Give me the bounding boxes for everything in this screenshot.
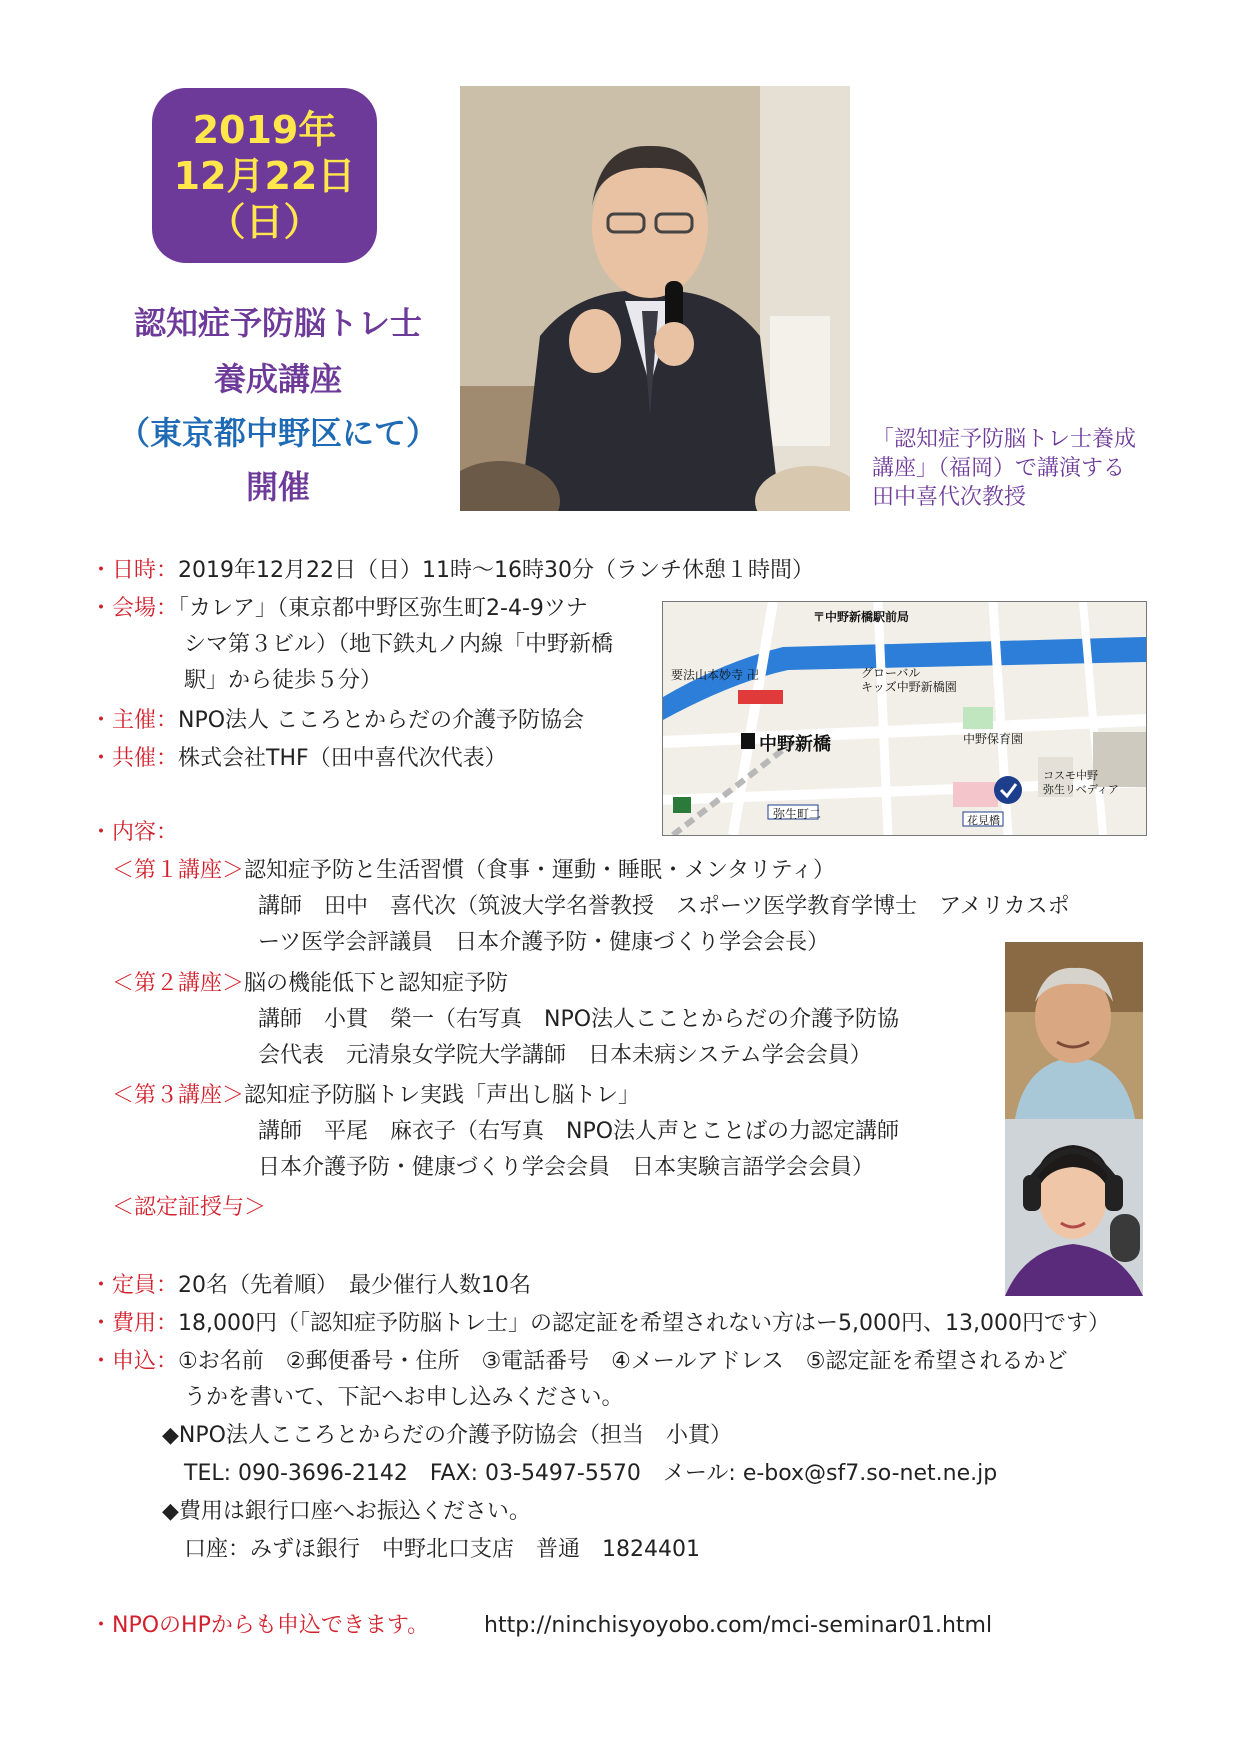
lecturer2-portrait (1005, 942, 1143, 1119)
certificate-label: ＜認定証授与＞ (112, 1195, 267, 1220)
web-url-link[interactable]: http://ninchisyoyobo.com/mci-seminar01.html (484, 1613, 993, 1638)
fee-label: ・費用： (90, 1311, 179, 1336)
headline-line2: 養成講座 (213, 360, 342, 398)
web-row (90, 1608, 429, 1644)
headline-line4: 開催 (245, 468, 310, 506)
datetime-value: 2019年12月22日（日）11時～16時30分（ランチ休憩１時間） (178, 558, 814, 583)
capacity-row (90, 1268, 531, 1304)
cohost-row (90, 741, 507, 777)
apply-line2: うかを書いて、下記へお申し込みください。 (184, 1385, 624, 1410)
host-label: ・主催： (90, 708, 179, 733)
lecture1-row (112, 853, 835, 889)
venue-line2: シマ第３ビル）（地下鉄丸ノ内線「中野新橋 (184, 632, 614, 657)
capacity-value: 20名（先着順） 最少催行人数10名 (178, 1273, 532, 1298)
lecturer3-portrait (1005, 1119, 1143, 1296)
apply-org: ◆NPO法人こころとからだの介護予防協会（担当 小貫） (162, 1423, 732, 1448)
map-global: グローバル (861, 666, 921, 680)
map-temple: 要法山本妙寺 卍 (671, 668, 759, 682)
map-cosmo2: 弥生リベディア (1043, 783, 1119, 796)
datetime-row (90, 553, 814, 589)
apply-line1: ①お名前 ②郵便番号・住所 ③電話番号 ④メールアドレス ⑤認定証を希望されるかど (178, 1349, 1068, 1374)
badge-year: 2019年 (192, 107, 337, 152)
lecture1-lecturer-line1: 講師 田中 喜代次（筑波大学名誉教授 スポーツ医学教育学博士 アメリカスポ (258, 894, 1070, 919)
speaker-photo (460, 86, 850, 511)
apply-contact: TEL: 090-3696-2142 FAX: 03-5497-5570 メール: e-box@sf7.so-net.ne.jp (184, 1461, 998, 1486)
lecture3-row (112, 1078, 640, 1114)
lecture1-label: ＜第１講座＞ (112, 858, 245, 883)
map-station: 中野新橋 (759, 734, 831, 755)
lecture1-title: 認知症予防と生活習慣（食事・運動・睡眠・メンタリティ） (244, 858, 835, 883)
caption-line2: 講座」（福岡）で講演する (872, 456, 1126, 481)
cohost-label: ・共催： (90, 746, 179, 771)
bank-note: ◆費用は銀行口座へお振込ください。 (162, 1499, 531, 1524)
lecture2-lecturer-line1: 講師 小貫 榮一（右写真 NPO法人こことからだの介護予防協 (258, 1007, 900, 1032)
map-yayoi: 弥生町二 (773, 807, 822, 821)
map-post-office: 〒中野新橋駅前局 (813, 610, 910, 624)
datetime-label: ・日時： (90, 558, 179, 583)
badge-day: （日） (207, 199, 322, 244)
headline-line3: （東京都中野区にて） (117, 414, 438, 452)
apply-label: ・申込： (90, 1349, 179, 1374)
map-hanami: 花見橋 (967, 814, 1000, 827)
fee-row (90, 1306, 1110, 1342)
host-row (90, 703, 584, 739)
lecture3-lecturer-line1: 講師 平尾 麻衣子（右写真 NPO法人声とことばの力認定講師 (258, 1119, 900, 1144)
fee-value: 18,000円（「認知症予防脳トレ士」の認定証を希望されない方はー5,000円、13,000円です） (178, 1311, 1110, 1336)
venue-line1: 「カレア」（東京都中野区弥生町2-4-9ツナ (178, 596, 588, 621)
cohost-value: 株式会社THF（田中喜代次代表） (178, 746, 507, 771)
lecture2-label: ＜第２講座＞ (112, 971, 245, 996)
content-label: ・内容： (90, 820, 179, 845)
lecture3-lecturer-line2: 日本介護予防・健康づくり学会会員 日本実験言語学会会員） (258, 1155, 875, 1180)
venue-row (90, 591, 588, 627)
web-label: ・NPOのHPからも申込できます。 (90, 1613, 430, 1638)
venue-map (662, 601, 1147, 836)
lecture1-lecturer-line2: ーツ医学会評議員 日本介護予防・健康づくり学会会長） (258, 930, 830, 955)
map-kids: キッズ中野新橋園 (861, 680, 957, 694)
map-nursery: 中野保育園 (963, 732, 1024, 746)
caption-line1: 「認知症予防脳トレ士養成 (872, 427, 1137, 452)
bank-account: 口座：みずほ銀行 中野北口支店 普通 1824401 (184, 1537, 700, 1562)
lecture2-title: 脳の機能低下と認知症予防 (244, 971, 509, 996)
venue-line3: 駅」から徒歩５分） (184, 668, 383, 693)
photo-caption (872, 425, 1136, 512)
lecture2-lecturer-line2: 会代表 元清泉女学院大学講師 日本未病システム学会会員） (258, 1043, 872, 1068)
lecture3-label: ＜第３講座＞ (112, 1083, 245, 1108)
capacity-label: ・定員： (90, 1273, 179, 1298)
caption-line3: 田中喜代次教授 (872, 485, 1027, 510)
badge-date: 12月22日 (173, 153, 356, 198)
lecture2-row (112, 966, 508, 1002)
host-value: NPO法人 こころとからだの介護予防協会 (178, 708, 585, 733)
apply-row (90, 1344, 1068, 1380)
lecture3-title: 認知症予防脳トレ実践「声出し脳トレ」 (244, 1083, 641, 1108)
headline-line1: 認知症予防脳トレ士 (133, 304, 422, 342)
map-cosmo1: コスモ中野 (1043, 769, 1098, 782)
venue-label: ・会場： (90, 596, 179, 621)
date-badge (152, 88, 377, 263)
